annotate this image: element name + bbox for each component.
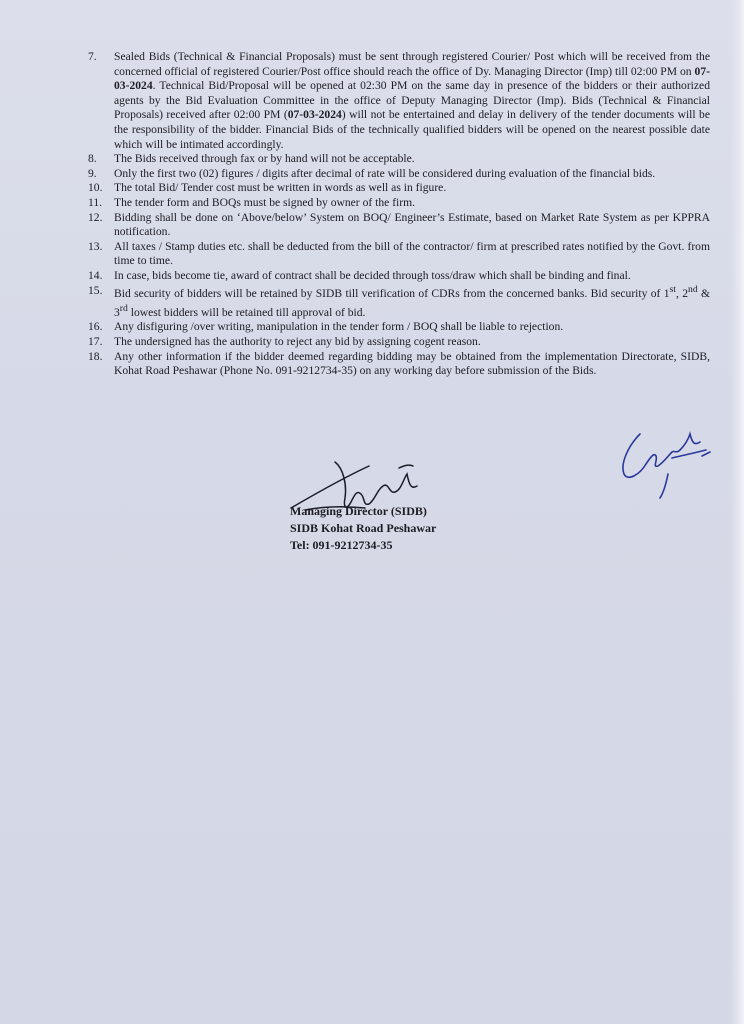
item-text: The tender form and BOQs must be signed by owner of the firm. <box>114 195 416 209</box>
item-number: 15. <box>88 283 103 297</box>
item-number: 14. <box>88 268 103 282</box>
signatory-phone: Tel: 091-9212734-35 <box>290 538 393 552</box>
handwritten-initials <box>610 412 720 502</box>
item-text: The Bids received through fax or by hand will not be acceptable. <box>114 152 415 166</box>
signature-block <box>290 503 436 554</box>
item-text: Bidding shall be done on ‘Above/below’ System on BOQ/ Engineer’s Estimate, based on Market Rate System as per KPPRA notification. <box>114 210 710 239</box>
conditions-list <box>88 50 710 379</box>
item-text: Any other information if the bidder deemed regarding bidding may be obtained from the implementation Directorate, SIDB, Kohat Road Peshawar (Phone No. 091-9212734-35) on any working day before submission of the Bids. <box>114 349 710 378</box>
item-text: Any disfiguring /over writing, manipulation in the tender form / BOQ shall be liable to rejection. <box>114 320 564 334</box>
list-item-15 <box>88 284 710 321</box>
item-number: 12. <box>88 210 103 224</box>
item-text: Only the first two (02) figures / digits after decimal of rate will be considered during evaluation of the financial bids. <box>114 166 656 180</box>
item-number: 17. <box>88 335 103 348</box>
item-number: 8. <box>88 152 97 166</box>
list-item-13 <box>88 240 710 269</box>
list-item-17 <box>88 335 710 350</box>
list-item-11 <box>88 196 710 211</box>
item-text: Sealed Bids (Technical & Financial Proposals) must be sent through registered Courier/ Post which will be received from the concerned official of registered Courier/Post office should reach the office of Dy. Managing Director (Imp) till 02:00 PM on 07-03-2024. Technical Bid/Proposal will be opened at 02:30 PM on the same day in presence of the bidders or their authorized agents by the Bid Evaluation Committee in the office of Deputy Managing Director (Imp). Bids (Technical & Financial Proposals) received after 02:00 PM (07-03-2024) will not be entertained and delay in delivery of the tender documents will be the responsibility of the bidder. Financial Bids of the technically qualified bidders will be opened on the nearest possible date which will be intimated accordingly. <box>114 50 710 151</box>
list-item-12 <box>88 211 710 240</box>
item-number: 7. <box>88 50 97 63</box>
item-number: 16. <box>88 320 103 334</box>
list-item-14 <box>88 269 710 284</box>
list-item-7 <box>88 50 710 152</box>
item-number: 9. <box>88 166 97 180</box>
item-text: In case, bids become tie, award of contract shall be decided through toss/draw which shall be binding and final. <box>114 268 631 282</box>
item-number: 13. <box>88 239 103 253</box>
list-item-18 <box>88 350 710 379</box>
list-item-16 <box>88 320 710 335</box>
list-item-10 <box>88 181 710 196</box>
signatory-title: Managing Director (SIDB) <box>290 504 427 518</box>
list-item-8 <box>88 152 710 167</box>
item-number: 18. <box>88 349 103 363</box>
item-text: All taxes / Stamp duties etc. shall be deducted from the bill of the contractor/ firm at prescribed rates notified by the Govt. from time to time. <box>114 239 710 268</box>
list-item-9 <box>88 167 710 182</box>
item-number: 10. <box>88 181 103 195</box>
item-text: The undersigned has the authority to reject any bid by assigning cogent reason. <box>114 335 481 348</box>
signatory-address: SIDB Kohat Road Peshawar <box>290 521 437 535</box>
page-edge <box>730 0 744 1024</box>
item-text: The total Bid/ Tender cost must be written in words as well as in figure. <box>114 181 447 195</box>
item-text: Bid security of bidders will be retained by SIDB till verification of CDRs from the concerned banks. Bid security of 1st, 2nd & 3rd lowest bidders will be retained till approval of bid. <box>114 284 711 319</box>
item-number: 11. <box>88 195 103 209</box>
